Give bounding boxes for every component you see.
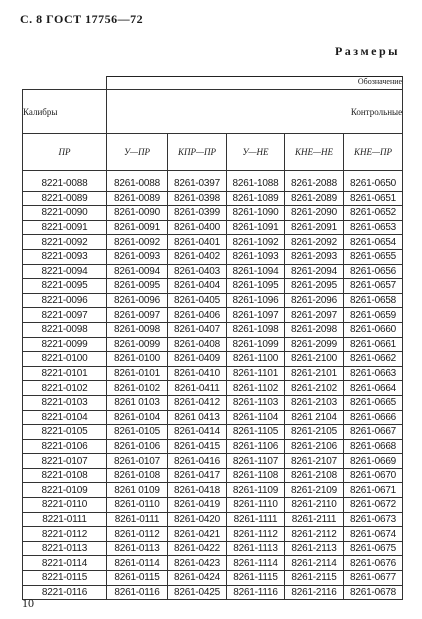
table-cell: 8221-0094 <box>23 264 107 279</box>
table-cell: 8221-0093 <box>23 249 107 264</box>
table-row <box>23 541 403 556</box>
table-cell: 8261-1093 <box>227 249 285 264</box>
table-row <box>23 322 403 337</box>
table-cell: 8261-2110 <box>285 498 344 513</box>
table-cell: 8261-2101 <box>285 366 344 381</box>
table-cell: 8221-0113 <box>23 541 107 556</box>
table-cell: 8261-0651 <box>344 191 403 206</box>
table-cell: 8261-0112 <box>107 527 168 542</box>
table-cell: 8261-1089 <box>227 191 285 206</box>
page-number: 10 <box>22 596 34 610</box>
table-cell: 8261-1091 <box>227 220 285 235</box>
table-cell: 8261-0399 <box>168 206 227 221</box>
table-cell: 8261-2111 <box>285 512 344 527</box>
table-cell: 8261-0661 <box>344 337 403 352</box>
table-row <box>23 512 403 527</box>
table-cell: 8261-1090 <box>227 206 285 221</box>
column-header-pr: ПР <box>23 134 107 171</box>
column-header-u-pr: У—ПР <box>107 134 168 171</box>
table-cell: 8261-1098 <box>227 322 285 337</box>
table-cell: 8221-0088 <box>23 171 107 192</box>
table-cell: 8261-1115 <box>227 571 285 586</box>
table-cell: 8261-1113 <box>227 541 285 556</box>
table-cell: 8261-2114 <box>285 556 344 571</box>
table-cell: 8261-0101 <box>107 366 168 381</box>
table-cell: 8261-0423 <box>168 556 227 571</box>
table-cell: 8261-0650 <box>344 171 403 192</box>
table-cell: 8221-0095 <box>23 279 107 294</box>
table-cell: 8261-0424 <box>168 571 227 586</box>
table-cell: 8261-0407 <box>168 322 227 337</box>
table-cell: 8261-0414 <box>168 425 227 440</box>
table-cell: 8221-0091 <box>23 220 107 235</box>
gauges-table <box>22 76 403 600</box>
table-row <box>23 425 403 440</box>
table-row <box>23 220 403 235</box>
table-cell: 8261-0100 <box>107 352 168 367</box>
table-cell: 8261-0093 <box>107 249 168 264</box>
table-cell: 8261-0410 <box>168 366 227 381</box>
table-body <box>23 171 403 600</box>
table-cell: 8221-0109 <box>23 483 107 498</box>
table-cell: 8261-1088 <box>227 171 285 192</box>
table-cell: 8261-0657 <box>344 279 403 294</box>
table-row <box>23 381 403 396</box>
table-cell: 8261-1112 <box>227 527 285 542</box>
table-row <box>23 264 403 279</box>
table-cell: 8221-0111 <box>23 512 107 527</box>
table-row <box>23 395 403 410</box>
table-cell: 8221-0110 <box>23 498 107 513</box>
table-cell: 8261-0675 <box>344 541 403 556</box>
table-cell: 8261-0666 <box>344 410 403 425</box>
table-cell: 8261-1097 <box>227 308 285 323</box>
table-row <box>23 468 403 483</box>
table-cell: 8221-0107 <box>23 454 107 469</box>
table-cell: 8261-0116 <box>107 585 168 600</box>
table-cell: 8261-0113 <box>107 541 168 556</box>
table-cell: 8261-1099 <box>227 337 285 352</box>
table-cell: 8261-1096 <box>227 293 285 308</box>
table-cell: 8261-1103 <box>227 395 285 410</box>
table-cell: 8261-0400 <box>168 220 227 235</box>
table-cell: 8261 0413 <box>168 410 227 425</box>
table-cell: 8261-2088 <box>285 171 344 192</box>
table-cell: 8261-0421 <box>168 527 227 542</box>
table-row <box>23 439 403 454</box>
table-cell: 8261-1114 <box>227 556 285 571</box>
table-cell: 8261-0676 <box>344 556 403 571</box>
table-cell: 8261-0111 <box>107 512 168 527</box>
header-blank <box>23 77 107 90</box>
table-cell: 8261-0090 <box>107 206 168 221</box>
table-cell: 8261-0098 <box>107 322 168 337</box>
table-row <box>23 366 403 381</box>
table-cell: 8261-2109 <box>285 483 344 498</box>
table-cell: 8261-0669 <box>344 454 403 469</box>
table-cell: 8261-2092 <box>285 235 344 250</box>
table-cell: 8261-0659 <box>344 308 403 323</box>
column-header-kne-pr: КНЕ—ПР <box>344 134 403 171</box>
table-cell: 8261-1107 <box>227 454 285 469</box>
table-cell: 8261-0417 <box>168 468 227 483</box>
table-row <box>23 571 403 586</box>
table-cell: 8261-2093 <box>285 249 344 264</box>
table-row <box>23 171 403 192</box>
table-cell: 8261-0671 <box>344 483 403 498</box>
table-cell: 8261-2113 <box>285 541 344 556</box>
table-cell: 8261-2094 <box>285 264 344 279</box>
table-cell: 8221-0104 <box>23 410 107 425</box>
table-cell: 8261-2098 <box>285 322 344 337</box>
table-cell: 8261-2096 <box>285 293 344 308</box>
table-row <box>23 585 403 600</box>
table-cell: 8261 2104 <box>285 410 344 425</box>
table-cell: 8261-0403 <box>168 264 227 279</box>
table-cell: 8261-0097 <box>107 308 168 323</box>
table-cell: 8261-0420 <box>168 512 227 527</box>
table-cell: 8221-0106 <box>23 439 107 454</box>
table-cell: 8221-0096 <box>23 293 107 308</box>
table-cell: 8261-1095 <box>227 279 285 294</box>
table-cell: 8261-2091 <box>285 220 344 235</box>
table-cell: 8261-0094 <box>107 264 168 279</box>
table-cell: 8261-0412 <box>168 395 227 410</box>
table-cell: 8261-2102 <box>285 381 344 396</box>
table-cell: 8221-0102 <box>23 381 107 396</box>
table-cell: 8261 0103 <box>107 395 168 410</box>
table-cell: 8261-0088 <box>107 171 168 192</box>
table-cell: 8261-0415 <box>168 439 227 454</box>
table-cell: 8221-0116 <box>23 585 107 600</box>
table-cell: 8261-0096 <box>107 293 168 308</box>
table-cell: 8261-0422 <box>168 541 227 556</box>
table-cell: 8261-0670 <box>344 468 403 483</box>
table-cell: 8261-2116 <box>285 585 344 600</box>
table-cell: 8261-0658 <box>344 293 403 308</box>
table-cell: 8261-0674 <box>344 527 403 542</box>
table-cell: 8261-0114 <box>107 556 168 571</box>
table-cell: 8221-0098 <box>23 322 107 337</box>
table-cell: 8261-0409 <box>168 352 227 367</box>
table-row <box>23 352 403 367</box>
table-cell: 8221-0092 <box>23 235 107 250</box>
page-header: С. 8 ГОСТ 17756—72 <box>20 12 144 26</box>
table-cell: 8261-1111 <box>227 512 285 527</box>
table-cell: 8261-1092 <box>227 235 285 250</box>
table-cell: 8261-1105 <box>227 425 285 440</box>
table-cell: 8261-0660 <box>344 322 403 337</box>
table-cell: 8261-2112 <box>285 527 344 542</box>
table-cell: 8261-0652 <box>344 206 403 221</box>
table-cell: 8261-0416 <box>168 454 227 469</box>
table-cell: 8261-0402 <box>168 249 227 264</box>
table-cell: 8261-0095 <box>107 279 168 294</box>
table-cell: 8261-1102 <box>227 381 285 396</box>
table-row <box>23 191 403 206</box>
table-cell: 8261-0107 <box>107 454 168 469</box>
table-row <box>23 483 403 498</box>
table-cell: 8261-0678 <box>344 585 403 600</box>
table-cell: 8261-0408 <box>168 337 227 352</box>
table-cell: 8261-1101 <box>227 366 285 381</box>
table-cell: 8261-0419 <box>168 498 227 513</box>
table-cell: 8221-0115 <box>23 571 107 586</box>
table-cell: 8261-0099 <box>107 337 168 352</box>
table-cell: 8261 0109 <box>107 483 168 498</box>
table-cell: 8261-0663 <box>344 366 403 381</box>
table-cell: 8221-0103 <box>23 395 107 410</box>
table-cell: 8261-2097 <box>285 308 344 323</box>
table-cell: 8261-2090 <box>285 206 344 221</box>
table-cell: 8261-0104 <box>107 410 168 425</box>
table-cell: 8261-2107 <box>285 454 344 469</box>
section-title: Размеры <box>334 44 400 58</box>
table-cell: 8261-0656 <box>344 264 403 279</box>
table-cell: 8261-2115 <box>285 571 344 586</box>
table-cell: 8221-0101 <box>23 366 107 381</box>
table-cell: 8261-2108 <box>285 468 344 483</box>
table-cell: 8261-0106 <box>107 439 168 454</box>
table-cell: 8261-1108 <box>227 468 285 483</box>
table-cell: 8261-0091 <box>107 220 168 235</box>
table-cell: 8261-0406 <box>168 308 227 323</box>
table-cell: 8261-0662 <box>344 352 403 367</box>
table-cell: 8261-2095 <box>285 279 344 294</box>
column-header-kpr-pr: КПР—ПР <box>168 134 227 171</box>
table-cell: 8261-0102 <box>107 381 168 396</box>
table-cell: 8261-2099 <box>285 337 344 352</box>
table-cell: 8261-1094 <box>227 264 285 279</box>
header-kontrolnye: Контрольные <box>107 90 403 134</box>
table-cell: 8221-0089 <box>23 191 107 206</box>
table-row <box>23 410 403 425</box>
table-cell: 8261-0110 <box>107 498 168 513</box>
table-row <box>23 206 403 221</box>
table-row <box>23 527 403 542</box>
table-cell: 8261-0411 <box>168 381 227 396</box>
table-row <box>23 279 403 294</box>
table-row <box>23 454 403 469</box>
table-cell: 8261-0404 <box>168 279 227 294</box>
table-cell: 8221-0112 <box>23 527 107 542</box>
table-cell: 8261-0655 <box>344 249 403 264</box>
table-row <box>23 249 403 264</box>
table-cell: 8221-0090 <box>23 206 107 221</box>
table-cell: 8261-0405 <box>168 293 227 308</box>
table-cell: 8261-2100 <box>285 352 344 367</box>
table-row <box>23 293 403 308</box>
table-cell: 8261-0425 <box>168 585 227 600</box>
table-cell: 8261-0092 <box>107 235 168 250</box>
table-cell: 8261-0664 <box>344 381 403 396</box>
table-cell: 8261-0673 <box>344 512 403 527</box>
table-cell: 8261-1100 <box>227 352 285 367</box>
table-cell: 8261-0654 <box>344 235 403 250</box>
table-cell: 8261-0418 <box>168 483 227 498</box>
table-cell: 8261-0115 <box>107 571 168 586</box>
table-cell: 8261-0105 <box>107 425 168 440</box>
table-cell: 8261-1104 <box>227 410 285 425</box>
table-cell: 8261-2103 <box>285 395 344 410</box>
table-cell: 8261-0667 <box>344 425 403 440</box>
table-cell: 8221-0108 <box>23 468 107 483</box>
table-cell: 8261-2106 <box>285 439 344 454</box>
table-cell: 8261-0398 <box>168 191 227 206</box>
table-cell: 8261-2105 <box>285 425 344 440</box>
table-cell: 8221-0114 <box>23 556 107 571</box>
table-cell: 8221-0105 <box>23 425 107 440</box>
table-cell: 8221-0100 <box>23 352 107 367</box>
table-cell: 8261-0089 <box>107 191 168 206</box>
column-header-u-ne: У—НЕ <box>227 134 285 171</box>
table-cell: 8221-0099 <box>23 337 107 352</box>
table-cell: 8261-0668 <box>344 439 403 454</box>
table-cell: 8261-1106 <box>227 439 285 454</box>
table-cell: 8261-0665 <box>344 395 403 410</box>
table-row <box>23 498 403 513</box>
column-header-kne-ne: КНЕ—НЕ <box>285 134 344 171</box>
table-cell: 8261-0672 <box>344 498 403 513</box>
table-cell: 8261-0108 <box>107 468 168 483</box>
header-oboznachenie: Обозначение <box>107 77 403 90</box>
table-cell: 8261-0677 <box>344 571 403 586</box>
table-cell: 8221-0097 <box>23 308 107 323</box>
table-row <box>23 235 403 250</box>
table-cell: 8261-0397 <box>168 171 227 192</box>
table-cell: 8261-0401 <box>168 235 227 250</box>
table-cell: 8261-2089 <box>285 191 344 206</box>
table-row <box>23 308 403 323</box>
table-cell: 8261-1109 <box>227 483 285 498</box>
table-row <box>23 556 403 571</box>
table-cell: 8261-1110 <box>227 498 285 513</box>
table-cell: 8261-1116 <box>227 585 285 600</box>
table-cell: 8261-0653 <box>344 220 403 235</box>
header-kalibry: Калибры <box>23 90 107 134</box>
table-row <box>23 337 403 352</box>
